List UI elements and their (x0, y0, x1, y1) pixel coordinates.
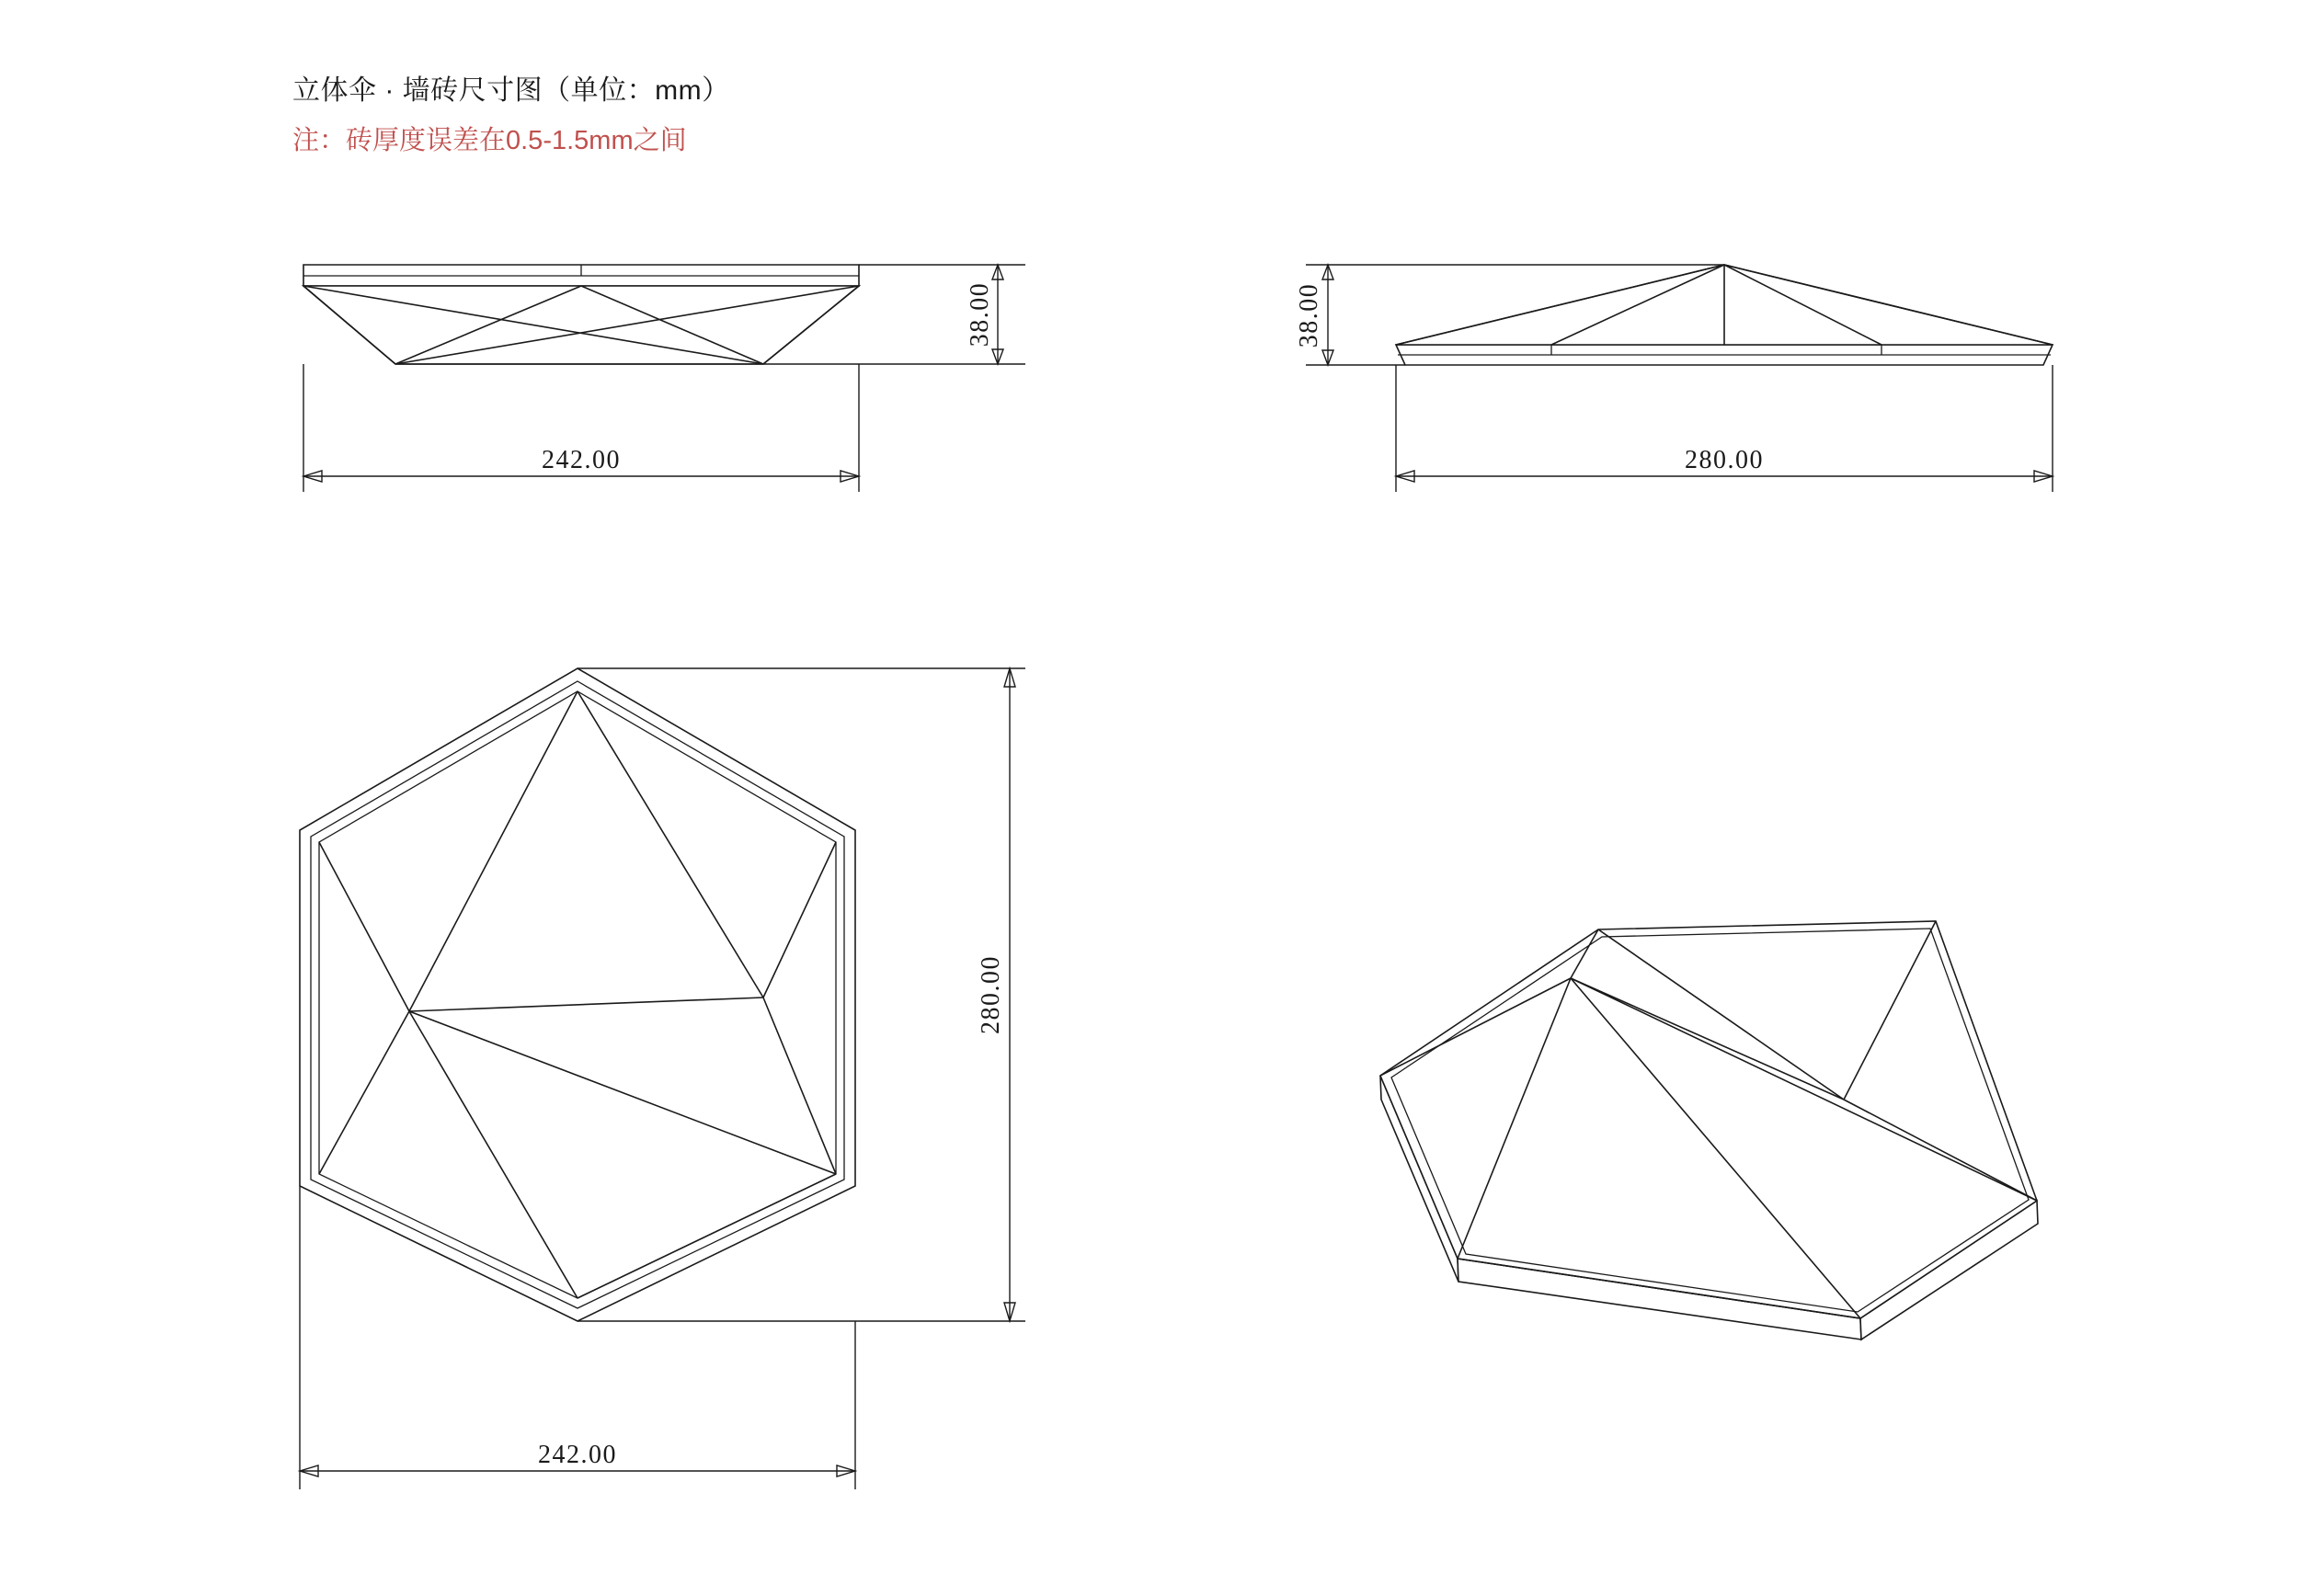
dimension-side-height-label: 38.00 (1295, 282, 1323, 348)
dimension-plan-height-label: 280.00 (977, 955, 1005, 1034)
drawing-title: 立体伞 · 墙砖尺寸图（单位：mm） (292, 75, 730, 106)
dimension-side-width-label: 280.00 (1685, 446, 1764, 474)
drawing-note: 注：砖厚度误差在0.5-1.5mm之间 (292, 126, 687, 155)
isometric-view (1380, 921, 2038, 1340)
dimension-front-height-label: 38.00 (966, 281, 994, 348)
dimension-plan-width-label: 242.00 (538, 1441, 617, 1469)
dimension-front-width-label: 242.00 (542, 446, 621, 474)
dimension-side-width (1396, 365, 2053, 492)
dimension-front-width (303, 364, 859, 492)
front-elevation-view (303, 265, 1025, 492)
side-elevation-view (1295, 265, 2053, 492)
top-plan-view (300, 668, 1025, 1489)
